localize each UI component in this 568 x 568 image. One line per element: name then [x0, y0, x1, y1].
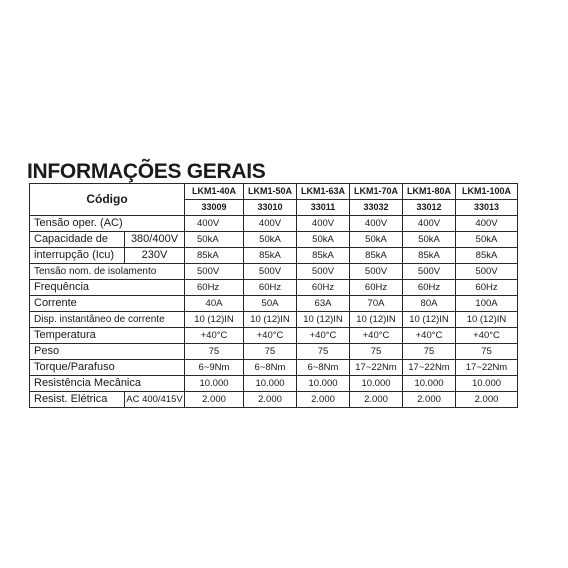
- table-cell: 80A: [403, 296, 456, 312]
- row-label: Frequência: [30, 280, 185, 296]
- code-header: 33009: [185, 200, 244, 216]
- table-row: [30, 248, 518, 264]
- table-cell: +40°C: [244, 328, 297, 344]
- table-cell: 6~9Nm: [185, 360, 244, 376]
- table-cell: 60Hz: [456, 280, 518, 296]
- table-cell: 10.000: [350, 376, 403, 392]
- table-row: [30, 392, 518, 408]
- row-label: Disp. instantâneo de corrente: [30, 312, 185, 328]
- table-row: [30, 264, 518, 280]
- code-header: 33010: [244, 200, 297, 216]
- table-cell: +40°C: [456, 328, 518, 344]
- table-header-row-models: [30, 184, 518, 200]
- table-cell: 2.000: [456, 392, 518, 408]
- table-cell: 10 (12)IN: [456, 312, 518, 328]
- code-header: 33011: [297, 200, 350, 216]
- table-cell: 6~8Nm: [244, 360, 297, 376]
- model-header: LKM1-70A: [350, 184, 403, 200]
- table-cell: 17~22Nm: [456, 360, 518, 376]
- table-cell: 75: [297, 344, 350, 360]
- table-cell: 500V: [185, 264, 244, 280]
- table-cell: 2.000: [350, 392, 403, 408]
- specifications-table: [29, 183, 518, 408]
- table-cell: 2.000: [185, 392, 244, 408]
- code-header: 33012: [403, 200, 456, 216]
- table-cell: 500V: [456, 264, 518, 280]
- table-cell: 400V: [297, 216, 350, 232]
- table-cell: 400V: [185, 216, 244, 232]
- row-label: interrupção (Icu): [30, 248, 125, 264]
- row-label: Tensão oper. (AC): [30, 216, 185, 232]
- table-cell: 10.000: [456, 376, 518, 392]
- table-cell: 85kA: [297, 248, 350, 264]
- table-cell: 75: [403, 344, 456, 360]
- row-label: Peso: [30, 344, 185, 360]
- row-label: Torque/Parafuso: [30, 360, 185, 376]
- table-row: [30, 280, 518, 296]
- table-cell: 50kA: [297, 232, 350, 248]
- row-label: Resist. Elétrica: [30, 392, 125, 408]
- table-cell: 500V: [403, 264, 456, 280]
- table-cell: 85kA: [244, 248, 297, 264]
- table-cell: 75: [185, 344, 244, 360]
- row-label: Capacidade de: [30, 232, 125, 248]
- table-cell: 500V: [244, 264, 297, 280]
- table-cell: 2.000: [403, 392, 456, 408]
- table-cell: 75: [456, 344, 518, 360]
- table-cell: 75: [350, 344, 403, 360]
- table-cell: +40°C: [350, 328, 403, 344]
- model-header: LKM1-100A: [456, 184, 518, 200]
- table-cell: +40°C: [297, 328, 350, 344]
- table-cell: 60Hz: [244, 280, 297, 296]
- table-cell: 10.000: [185, 376, 244, 392]
- model-header: LKM1-63A: [297, 184, 350, 200]
- table-row: [30, 328, 518, 344]
- table-cell: 10 (12)IN: [350, 312, 403, 328]
- row-label: Corrente: [30, 296, 185, 312]
- table-cell: 50kA: [456, 232, 518, 248]
- table-cell: 85kA: [185, 248, 244, 264]
- table-cell: 10.000: [403, 376, 456, 392]
- row-label: Resistência Mecânica: [30, 376, 185, 392]
- table-row: [30, 376, 518, 392]
- table-cell: 60Hz: [350, 280, 403, 296]
- table-cell: 40A: [185, 296, 244, 312]
- table-cell: 10 (12)IN: [297, 312, 350, 328]
- table-cell: 10 (12)IN: [403, 312, 456, 328]
- model-header: LKM1-80A: [403, 184, 456, 200]
- table-cell: 2.000: [297, 392, 350, 408]
- row-sublabel: AC 400/415V: [125, 392, 185, 408]
- table-cell: +40°C: [185, 328, 244, 344]
- table-cell: +40°C: [403, 328, 456, 344]
- table-cell: 400V: [350, 216, 403, 232]
- table-cell: 50kA: [185, 232, 244, 248]
- table-cell: 10.000: [297, 376, 350, 392]
- table-row: [30, 360, 518, 376]
- code-header: 33032: [350, 200, 403, 216]
- table-cell: 85kA: [456, 248, 518, 264]
- table-cell: 50kA: [403, 232, 456, 248]
- row-label: Tensão nom. de isolamento: [30, 264, 185, 280]
- table-cell: 6~8Nm: [297, 360, 350, 376]
- table-cell: 75: [244, 344, 297, 360]
- table-cell: 63A: [297, 296, 350, 312]
- table-cell: 50kA: [244, 232, 297, 248]
- table-cell: 400V: [244, 216, 297, 232]
- row-sublabel: 380/400V: [125, 232, 185, 248]
- code-header: 33013: [456, 200, 518, 216]
- table-cell: 500V: [297, 264, 350, 280]
- table-cell: 60Hz: [403, 280, 456, 296]
- table-cell: 10 (12)IN: [185, 312, 244, 328]
- table-row: [30, 232, 518, 248]
- table-cell: 400V: [456, 216, 518, 232]
- table-row: [30, 216, 518, 232]
- table-cell: 10 (12)IN: [244, 312, 297, 328]
- table-cell: 400V: [403, 216, 456, 232]
- page-title: INFORMAÇÕES GERAIS: [27, 160, 266, 183]
- table-cell: 50kA: [350, 232, 403, 248]
- row-sublabel: 230V: [125, 248, 185, 264]
- table-cell: 500V: [350, 264, 403, 280]
- table-cell: 60Hz: [185, 280, 244, 296]
- table-cell: 17~22Nm: [350, 360, 403, 376]
- codigo-header: Código: [30, 184, 185, 216]
- model-header: LKM1-40A: [185, 184, 244, 200]
- table-cell: 60Hz: [297, 280, 350, 296]
- table-cell: 85kA: [403, 248, 456, 264]
- table-cell: 85kA: [350, 248, 403, 264]
- table-row: [30, 344, 518, 360]
- table-cell: 2.000: [244, 392, 297, 408]
- row-label: Temperatura: [30, 328, 185, 344]
- table-row: [30, 312, 518, 328]
- table-row: [30, 296, 518, 312]
- table-cell: 70A: [350, 296, 403, 312]
- table-cell: 100A: [456, 296, 518, 312]
- model-header: LKM1-50A: [244, 184, 297, 200]
- table-cell: 50A: [244, 296, 297, 312]
- table-cell: 17~22Nm: [403, 360, 456, 376]
- table-cell: 10.000: [244, 376, 297, 392]
